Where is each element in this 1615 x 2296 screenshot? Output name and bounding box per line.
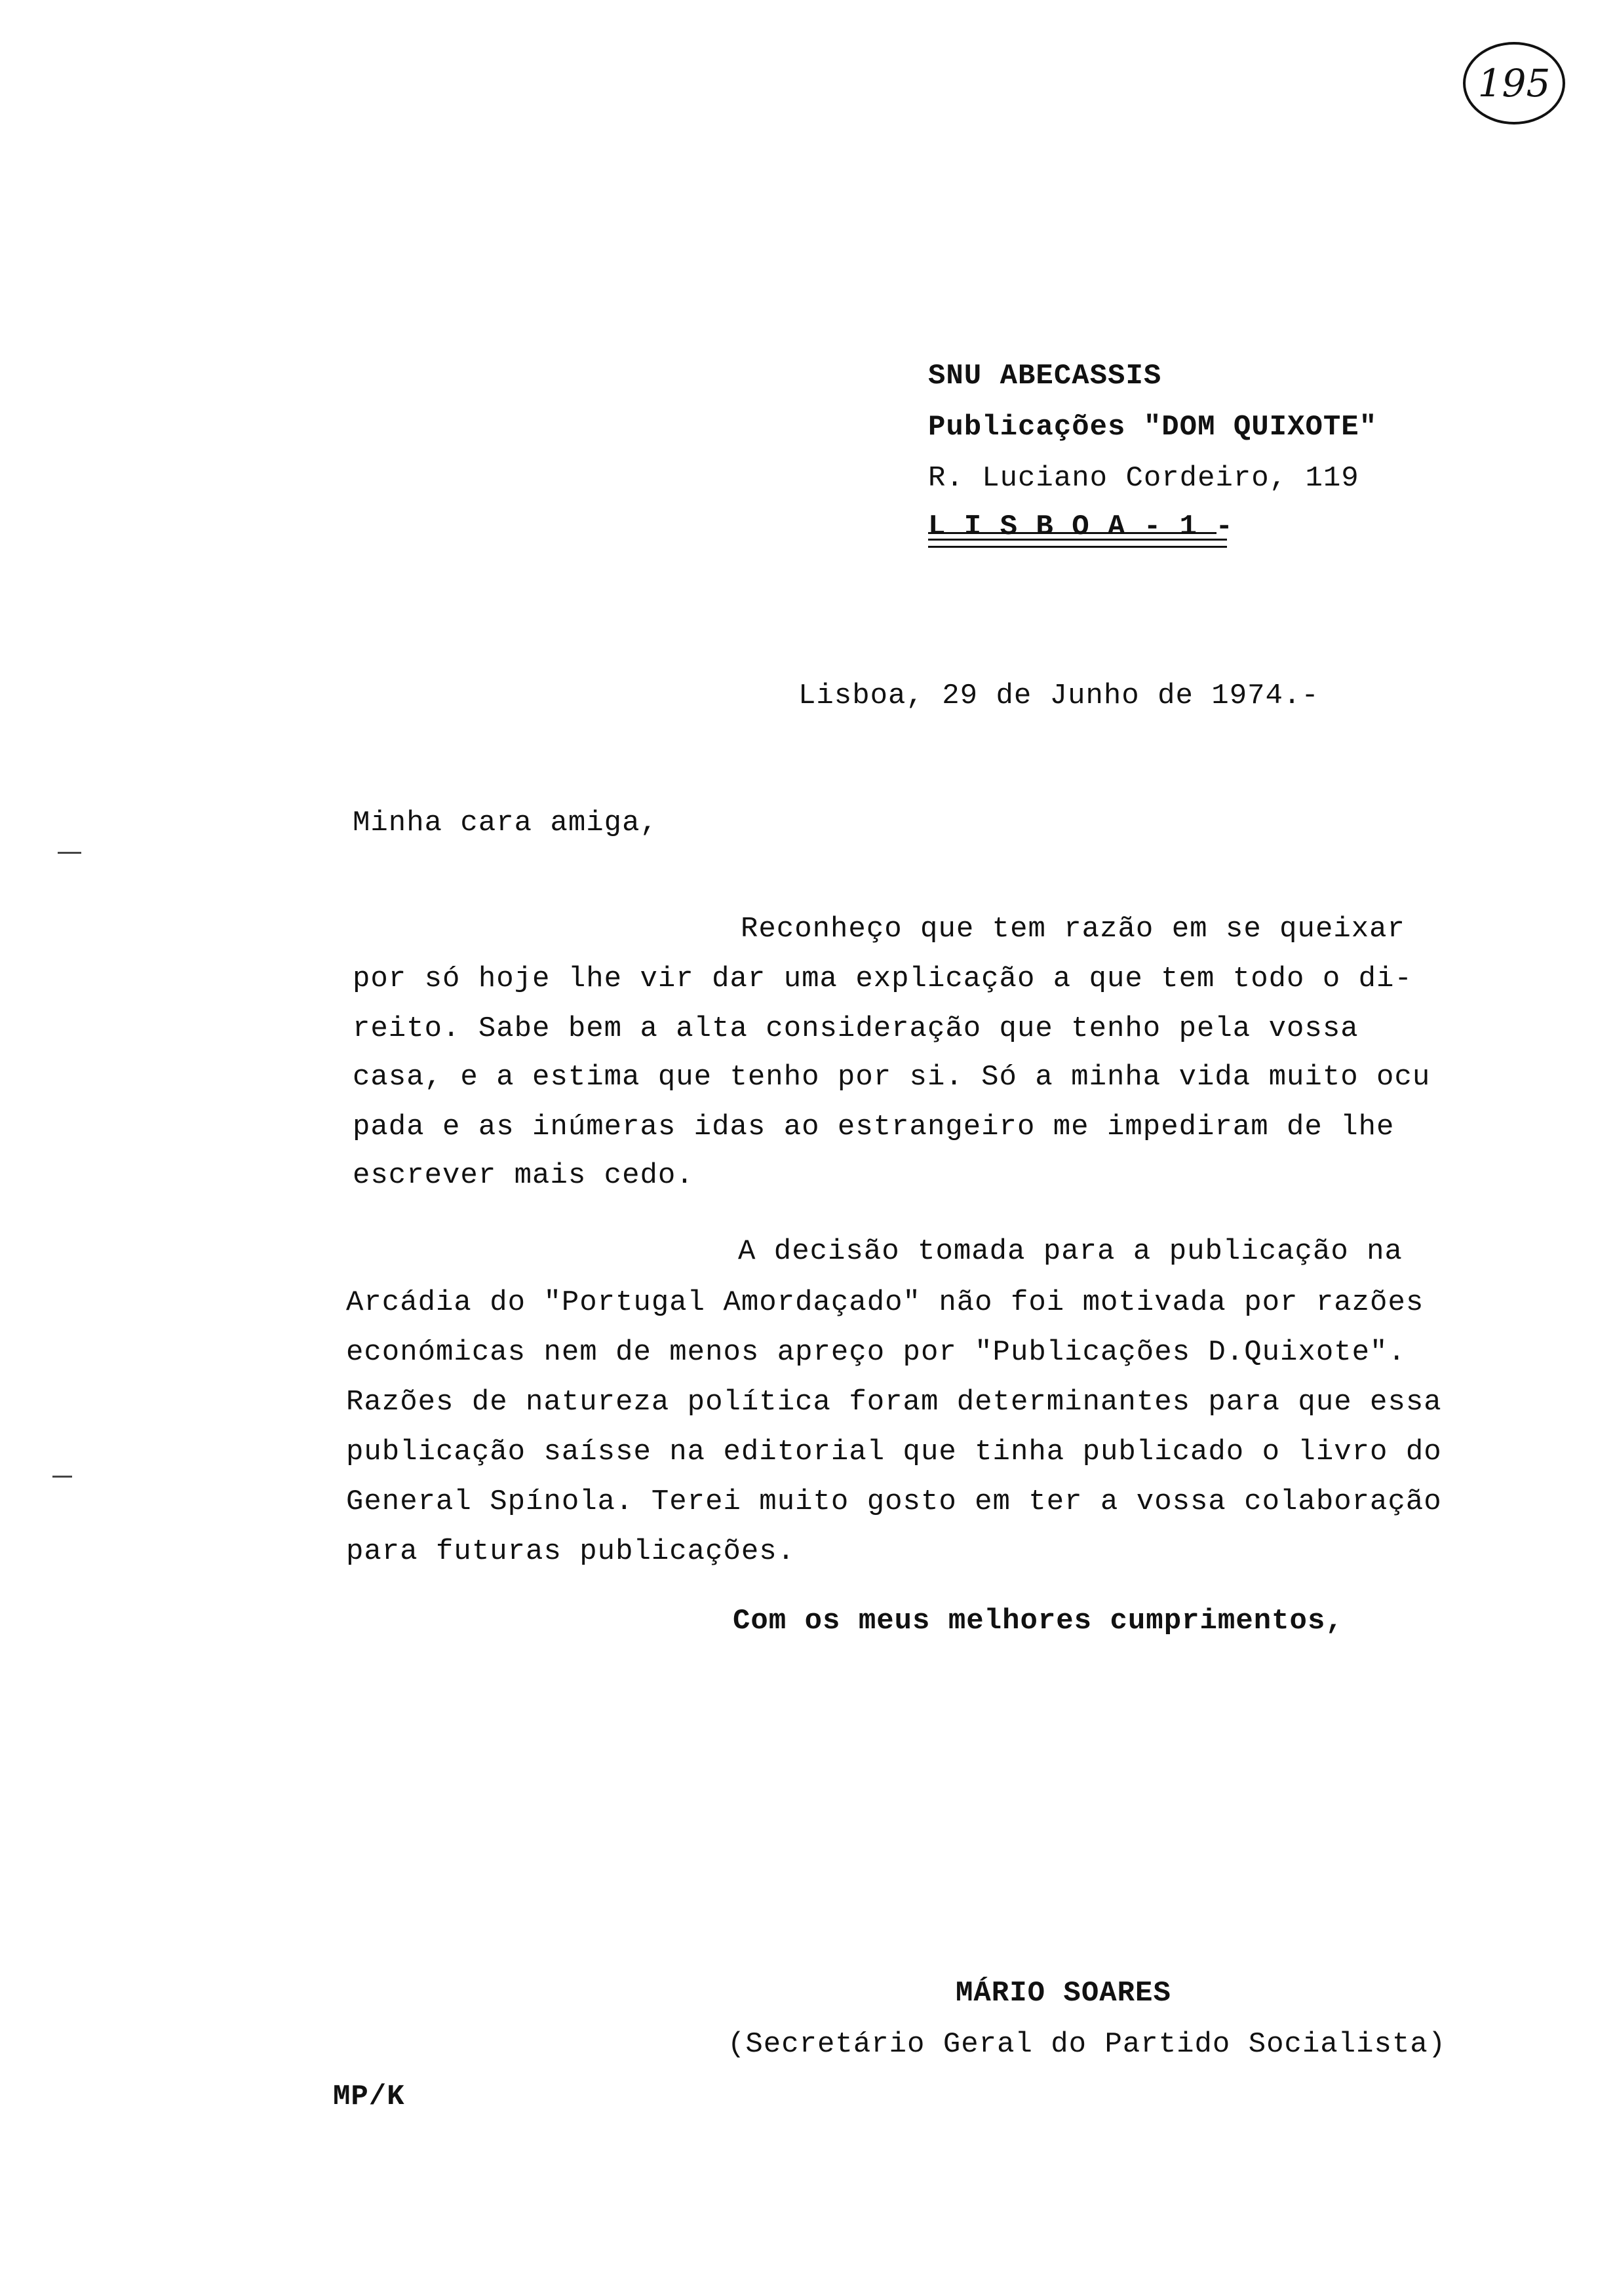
paragraph-line: A decisão tomada para a publicação na — [738, 1235, 1403, 1268]
paragraph-line: Razões de natureza política foram determinantes para que essa — [346, 1386, 1442, 1419]
scan-speck — [58, 852, 81, 854]
recipient-name: SNU ABECASSIS — [928, 360, 1162, 392]
paragraph-line: para futuras publicações. — [346, 1535, 796, 1568]
paragraph-line: General Spínola. Terei muito gosto em ter a vossa colaboração — [346, 1485, 1442, 1518]
recipient-city: L I S B O A - 1 - — [928, 510, 1234, 543]
paragraph-line: publicação saísse na editorial que tinha publicado o livro do — [346, 1436, 1442, 1468]
paragraph-line: Arcádia do "Portugal Amordaçado" não foi motivada por razões — [346, 1286, 1424, 1319]
signature-name: MÁRIO SOARES — [956, 1977, 1171, 2010]
city-double-underline — [928, 539, 1227, 548]
page-number: 195 — [1463, 42, 1565, 124]
reference-initials: MP/K — [333, 2080, 405, 2113]
date-line: Lisboa, 29 de Junho de 1974.- — [798, 679, 1319, 712]
paragraph-line: por só hoje lhe vir dar uma explicação a que tem todo o di- — [353, 963, 1412, 995]
closing: Com os meus melhores cumprimentos, — [733, 1605, 1344, 1637]
paragraph-line: reito. Sabe bem a alta consideração que tenho pela vossa — [353, 1012, 1359, 1045]
scan-speck — [52, 1476, 72, 1478]
paragraph-line: pada e as inúmeras idas ao estrangeiro me impediram de lhe — [353, 1111, 1395, 1143]
recipient-company: Publicações "DOM QUIXOTE" — [928, 411, 1378, 444]
paragraph-line: económicas nem de menos apreço por "Publicações D.Quixote". — [346, 1336, 1406, 1369]
paragraph-line: Reconheço que tem razão em se queixar — [741, 913, 1405, 946]
signature-title: (Secretário Geral do Partido Socialista) — [728, 2028, 1447, 2061]
recipient-street: R. Luciano Cordeiro, 119 — [928, 462, 1359, 495]
salutation: Minha cara amiga, — [353, 807, 658, 839]
paragraph-line: escrever mais cedo. — [353, 1159, 694, 1192]
city-underline — [928, 532, 1216, 534]
paragraph-line: casa, e a estima que tenho por si. Só a minha vida muito ocu — [353, 1061, 1431, 1094]
